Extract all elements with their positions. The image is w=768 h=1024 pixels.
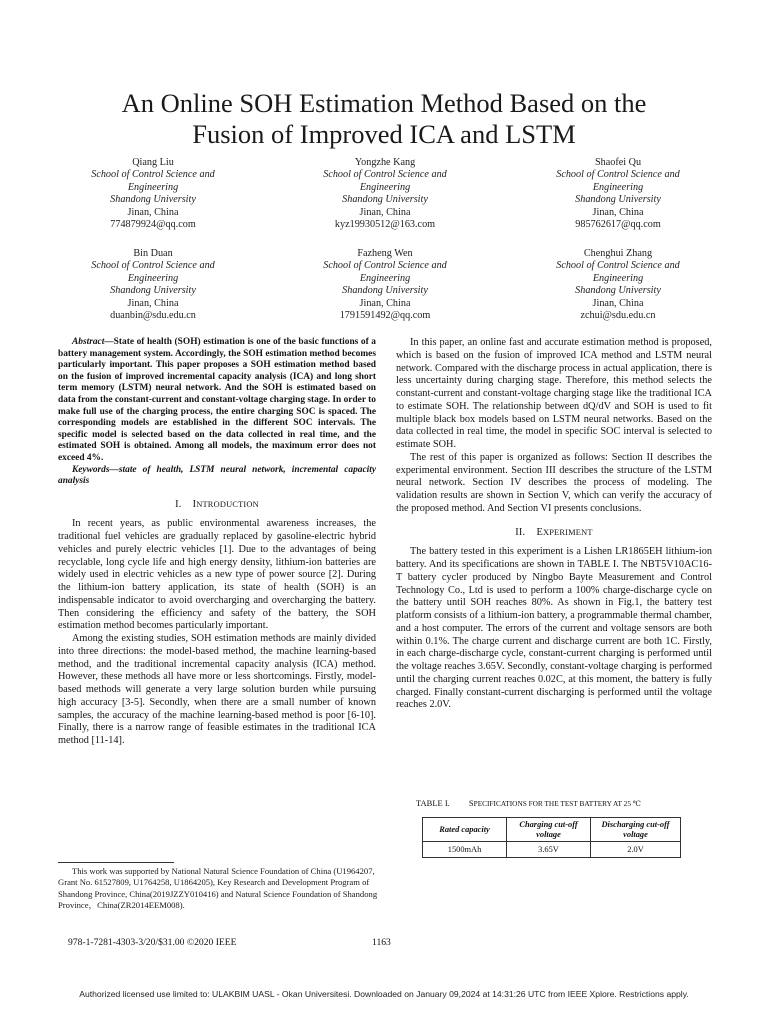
author-affiliation: Engineering	[359, 181, 411, 193]
paper-title	[40, 88, 728, 150]
table-header-row	[423, 818, 681, 842]
author-block	[53, 157, 253, 231]
author-name: Chenghui Zhang	[583, 248, 653, 259]
author-city: Jinan, China	[127, 206, 179, 218]
author-affiliation: Shandong University	[342, 285, 428, 297]
table-caption	[416, 798, 716, 808]
section-title-rest: XPERIMENT	[542, 527, 593, 537]
table-header: Charging cut-off voltage	[507, 818, 591, 842]
keywords-label: Keywords	[72, 464, 110, 475]
author-email: duanbin@sdu.edu.cn	[110, 310, 196, 322]
author-affiliation: Engineering	[592, 272, 644, 284]
author-name: Fazheng Wen	[357, 248, 413, 259]
author-name: Qiang Liu	[132, 157, 174, 168]
license-notice: Authorized licensed use limited to: ULAKBIM UASL - Okan Universitesi. Downloaded on January 09,2024 at 14:31:26 UTC from IEEE Xplore. Restrictions apply.	[79, 989, 689, 999]
author-city: Jinan, China	[359, 206, 411, 218]
author-affiliation: Shandong University	[575, 285, 661, 297]
footnote-divider	[58, 862, 174, 863]
author-email: 1791591492@qq.com	[339, 310, 431, 322]
section-title-rest: NTRODUCTION	[196, 499, 259, 509]
author-city: Jinan, China	[127, 297, 179, 309]
paragraph: The battery tested in this experiment is a Lishen LR1865EH lithium-ion battery. And its specifications are shown in TABLE I. The NBT5V10AC16-T battery cycler produced by Ningbo Bayte Measurement and Control Technology Co., Ltd is used to perform a 100% charge-discharge cycle on the battery until SOH reaches 80%. As shown in Fig.1, the battery test platform consists of a lithium-ion battery, a programmable thermal chamber, and a host computer. The errors of the current and voltage sensors are both within 0.1%. The charge current and discharge current are both 1C. Firstly, in each charge-discharge cycle, constant-current charging is performed until the voltage reaches 3.65V. Secondly, constant-voltage charging is performed until the charging current reaches 0.02C, at this moment, the battery is fully charged. Finally constant-current discharging is performed until the voltage reaches 2.0V.	[396, 546, 712, 711]
author-affiliation: Shandong University	[110, 285, 196, 297]
author-affiliation: School of Control Science and	[556, 169, 680, 181]
section-title-initial: I	[192, 498, 197, 510]
author-city: Jinan, China	[592, 206, 644, 218]
paragraph: In recent years, as public environmental awareness increases, the traditional fuel vehicles are gradually replaced by gasoline-electric hybrid vehicles and purely electric vehicles [1]. Due to the advantages of being recyclable, long cycle life and high energy density, lithium-ion batteries are widely used in electric vehicles as a new type of power source [2]. During the lithium-ion battery application, its state of health (SOH) is an indispensable indicator to avoid overcharging and overcharging the battery. Then considering the efficiency and safety of the battery, the SOH estimation method becomes particularly important.	[58, 518, 376, 632]
author-affiliation: Shandong University	[110, 194, 196, 206]
author-affiliation: School of Control Science and	[91, 169, 215, 181]
abstract-label: Abstract	[72, 337, 105, 347]
left-column	[58, 337, 376, 748]
table-caption-rest: PECIFICATIONS FOR THE TEST BATTERY AT 25 ℃	[473, 799, 641, 808]
table-caption-initial: S	[468, 798, 474, 808]
author-email: kyz19930512@163.com	[334, 219, 436, 231]
right-column	[396, 337, 712, 712]
author-affiliation: School of Control Science and	[556, 260, 680, 272]
section-number: II.	[515, 526, 526, 538]
paragraph: In this paper, an online fast and accurate estimation method is proposed, which is based on the fusion of improved ICA method and LSTM neural network. Compared with the discharge process in actual application, there is less uncertainty during charging stage. Therefore, this method selects the constant-current and constant-voltage charging stage like the traditional ICA to estimate SOH. The relationship between dQ/dV and SOH is used to fit multiple black box models based on LSTM neural networks. Based on the data collected in real time, the model in specific SOC interval is selected to estimate SOH.	[396, 337, 712, 450]
section-title-initial: E	[536, 526, 543, 538]
table-cell: 1500mAh	[423, 842, 507, 858]
author-city: Jinan, China	[592, 297, 644, 309]
title-line-1: An Online SOH Estimation Method Based on the	[121, 88, 647, 118]
author-affiliation: Shandong University	[342, 194, 428, 206]
author-block	[285, 157, 485, 231]
table-cell: 2.0V	[591, 842, 681, 858]
section-heading	[58, 499, 376, 512]
author-affiliation: School of Control Science and	[323, 260, 447, 272]
author-affiliation: Engineering	[127, 272, 179, 284]
table-label: TABLE I.	[416, 798, 450, 808]
spec-table	[422, 817, 681, 858]
paragraph: The rest of this paper is organized as follows: Section II describes the experimental environment. Section III describes the structure of the LSTM neural network. Section IV describes the process of modeling. The validation results are shown in Section V, which can verify the accuracy of the proposed method. And Section VI presents conclusions.	[396, 451, 712, 514]
author-city: Jinan, China	[359, 297, 411, 309]
table-header: Discharging cut-off voltage	[591, 818, 681, 842]
author-affiliation: Engineering	[127, 181, 179, 193]
author-affiliation: Engineering	[359, 272, 411, 284]
footnote: This work was supported by National Natural Science Foundation of China (U1964207, Grant No. 61527809, U1764258, U1864205), Key Research and Development Program of Shandong Province, China(2019JZZY010416) and Natural Science Foundation of Shandong Province，China(ZR2014EEM008).	[58, 866, 378, 911]
author-block	[285, 248, 485, 322]
author-email: 774879924@qq.com	[110, 219, 196, 231]
author-affiliation: School of Control Science and	[323, 169, 447, 181]
author-email: zchui@sdu.edu.cn	[580, 310, 656, 322]
table-row	[423, 842, 681, 858]
section-heading	[396, 527, 712, 540]
paragraph: Among the existing studies, SOH estimation methods are mainly divided into three directions: the model-based method, the machine learning-based method, and the traditional incremental capacity analysis (ICA) method. However, these methods all have more or less shortcomings. Firstly, model-based methods will generate a very large solution burden while pursuing high accuracy [3-5]. Secondly, when there are a small number of known samples, the accuracy of the machine learning-based method is poor [6-10]. Finally, there is a narrow range of feasible estimates in the traditional ICA method [11-14].	[58, 633, 376, 747]
author-block	[518, 157, 718, 231]
keywords	[58, 465, 376, 488]
abstract-text: —State of health (SOH) estimation is one of the basic functions of a battery management system. Accordingly, the SOH estimation method becomes particularly important. This paper proposes a SOH estimation method based on the fusion of improved incremental capacity analysis (ICA) and long short term memory (LSTM) neural network. And the SOH is estimated based on data from the constant-current and constant-voltage charging stage. In order to make full use of the charging process, the entire charging SOC is spaced. The corresponding models are established in the different SOC intervals. The specific model is selected based on the data collected in real time, and the estimated SOH is obtained. Among all models, the maximum error does not exceed 4%.	[58, 337, 376, 463]
author-block	[53, 248, 253, 322]
author-name: Yongzhe Kang	[354, 157, 416, 168]
author-name: Shaofei Qu	[594, 157, 642, 168]
author-block	[518, 248, 718, 322]
title-line-2: Fusion of Improved ICA and LSTM	[192, 119, 576, 149]
table-cell: 3.65V	[507, 842, 591, 858]
isbn-copyright: 978-1-7281-4303-3/20/$31.00 ©2020 IEEE	[68, 937, 237, 948]
author-email: 985762617@qq.com	[575, 219, 661, 231]
author-affiliation: Shandong University	[575, 194, 661, 206]
keywords-text: —state of health, LSTM neural network, incremental capacity analysis	[58, 464, 376, 487]
page-number: 1163	[372, 937, 391, 948]
author-affiliation: School of Control Science and	[91, 260, 215, 272]
author-affiliation: Engineering	[592, 181, 644, 193]
abstract	[58, 337, 376, 465]
table-header: Rated capacity	[423, 818, 507, 842]
author-name: Bin Duan	[133, 248, 173, 259]
section-number: I.	[175, 498, 182, 510]
